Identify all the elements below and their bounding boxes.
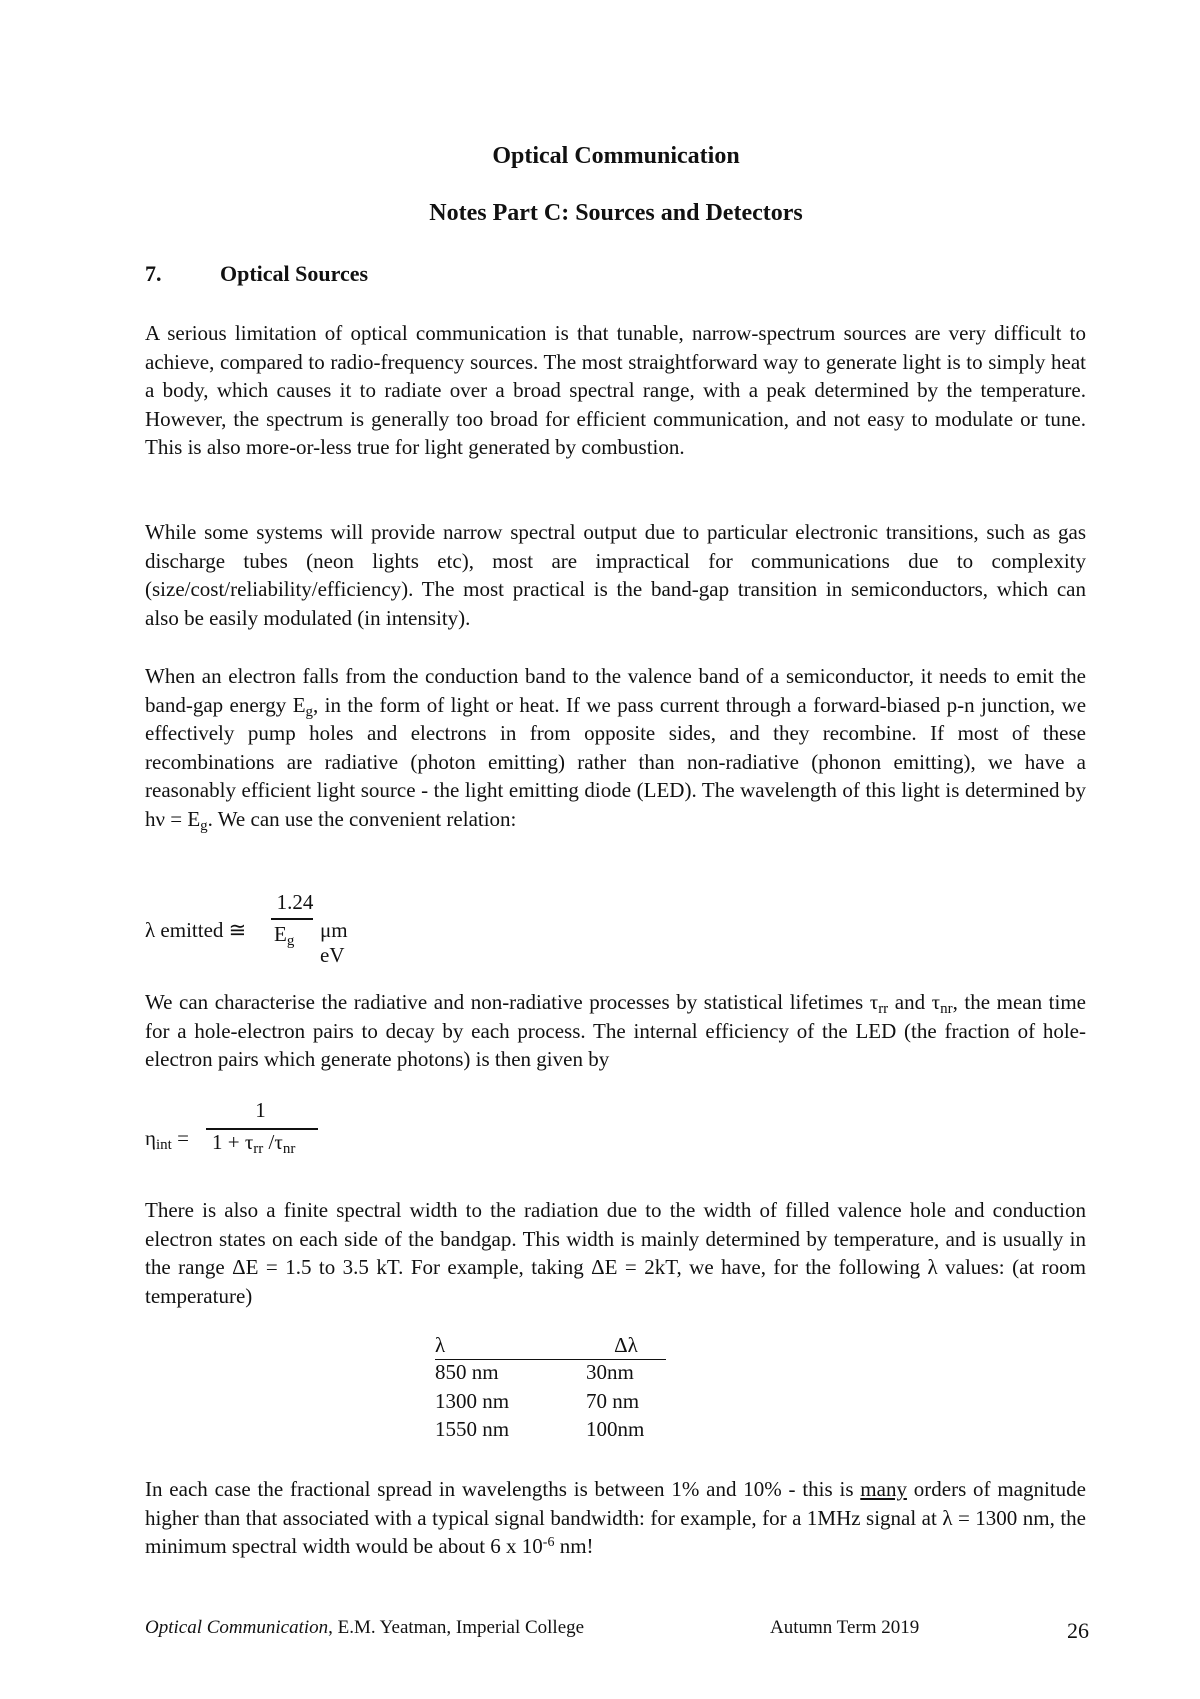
- equation-unit: μm eV: [320, 918, 348, 967]
- table-cell: 30nm: [586, 1360, 634, 1384]
- table-cell: 100nm: [586, 1417, 645, 1441]
- paragraph-1: A serious limitation of optical communication is that tunable, narrow-spectrum sources are very difficult to achieve, compared to radio-frequency sources. The most straightforward way to generate light is to simply heat a body, which causes it to radiate over a broad spectral range, with a peak determined by the temperature. However, the spectrum is generally too broad for efficient communication, and not easy to modulate or tune. This is also more-or-less true for light generated by combustion.: [145, 321, 1086, 459]
- table-header-row: [435, 1333, 666, 1360]
- section-heading: [145, 261, 368, 287]
- paragraph-4: We can characterise the radiative and non-radiative processes by statistical lifetimes $\tau_{rr}$ and $\tau_{nr}$, the mean time for a hole-electron pairs to decay by each process. The internal efficiency of the LED (the fraction of hole-electron pairs which generate photons) is then given by: [145, 990, 1086, 1071]
- table-cell: 1300 nm: [435, 1388, 510, 1413]
- equation-wavelength: [0, 890, 348, 967]
- document-title: Optical Communication: [492, 143, 740, 169]
- underlined-word: many: [860, 1477, 907, 1501]
- paragraph-2: While some systems will provide narrow spectral output due to particular electronic transitions, such as gas discharge tubes (neon lights etc), most are impractical for communications due to complexity (size/cost/reliability/efficiency). The most practical is the band-gap transition in semiconductors, which can also be easily modulated (in intensity).: [145, 520, 1086, 630]
- equation-denominator: $E_g$: [274, 922, 295, 949]
- document-subtitle: Notes Part C: Sources and Detectors: [429, 200, 803, 226]
- table-header-cell: Δλ: [586, 1333, 666, 1360]
- paragraph-6: In each case the fractional spread in wavelengths is between 1% and 10% - this is many orders of magnitude higher than that associated with a typical signal bandwidth: for example, for a 1MHz signal at λ = 1300 nm, the minimum spectral width would be about 6 x $10^{-6}$ nm!: [145, 1477, 1086, 1558]
- equation-lhs: λ emitted ≅: [145, 918, 247, 942]
- table-row: [435, 1417, 666, 1446]
- equation-efficiency: [0, 1098, 400, 1168]
- footer-term: Autumn Term 2019: [770, 1617, 920, 1638]
- table-row: [435, 1360, 666, 1389]
- page-number: 26: [1067, 1618, 1089, 1643]
- section-number: 7.: [145, 261, 162, 286]
- table-cell: 850 nm: [435, 1360, 499, 1384]
- fraction-bar: [271, 918, 313, 920]
- wavelength-table: [435, 1333, 666, 1446]
- section-title: Optical Sources: [220, 261, 369, 286]
- equation-denominator: $1 + \tau_{rr}$ $/\tau_{nr}$: [212, 1130, 296, 1157]
- table-header-cell: λ: [435, 1333, 586, 1360]
- equation-lhs: $\eta_{int}$ =: [145, 1126, 189, 1153]
- table-cell: 70 nm: [586, 1388, 640, 1413]
- paragraph-5: There is also a finite spectral width to the radiation due to the width of filled valence hole and conduction electron states on each side of the bandgap. This width is mainly determined by temperature, and is usually in the range ΔE = 1.5 to 3.5 kT. For example, taking ΔE = 2kT, we have, for the following λ values: (at room temperature): [145, 1198, 1086, 1308]
- paragraph-3: When an electron falls from the conduction band to the valence band of a semiconductor, it needs to emit the band-gap energy $E_g$, in the form of light or heat. If we pass current through a forward-biased p-n junction, we effectively pump holes and electrons in from opposite sides, and they recombine. If most of these recombinations are radiative (photon emitting) rather than non-radiative (phonon emitting), we have a reasonably efficient light source - the light emitting diode (LED). The wavelength of this light is determined by $h\nu = E_g$. We can use the convenient relation:: [145, 664, 1087, 834]
- equation-numerator: 1.24: [276, 890, 314, 914]
- table-row: [435, 1389, 666, 1418]
- footer-credit: Optical Communication, E.M. Yeatman, Imperial College: [145, 1617, 585, 1638]
- table-cell: 1550 nm: [435, 1417, 510, 1441]
- equation-numerator: 1: [255, 1098, 266, 1122]
